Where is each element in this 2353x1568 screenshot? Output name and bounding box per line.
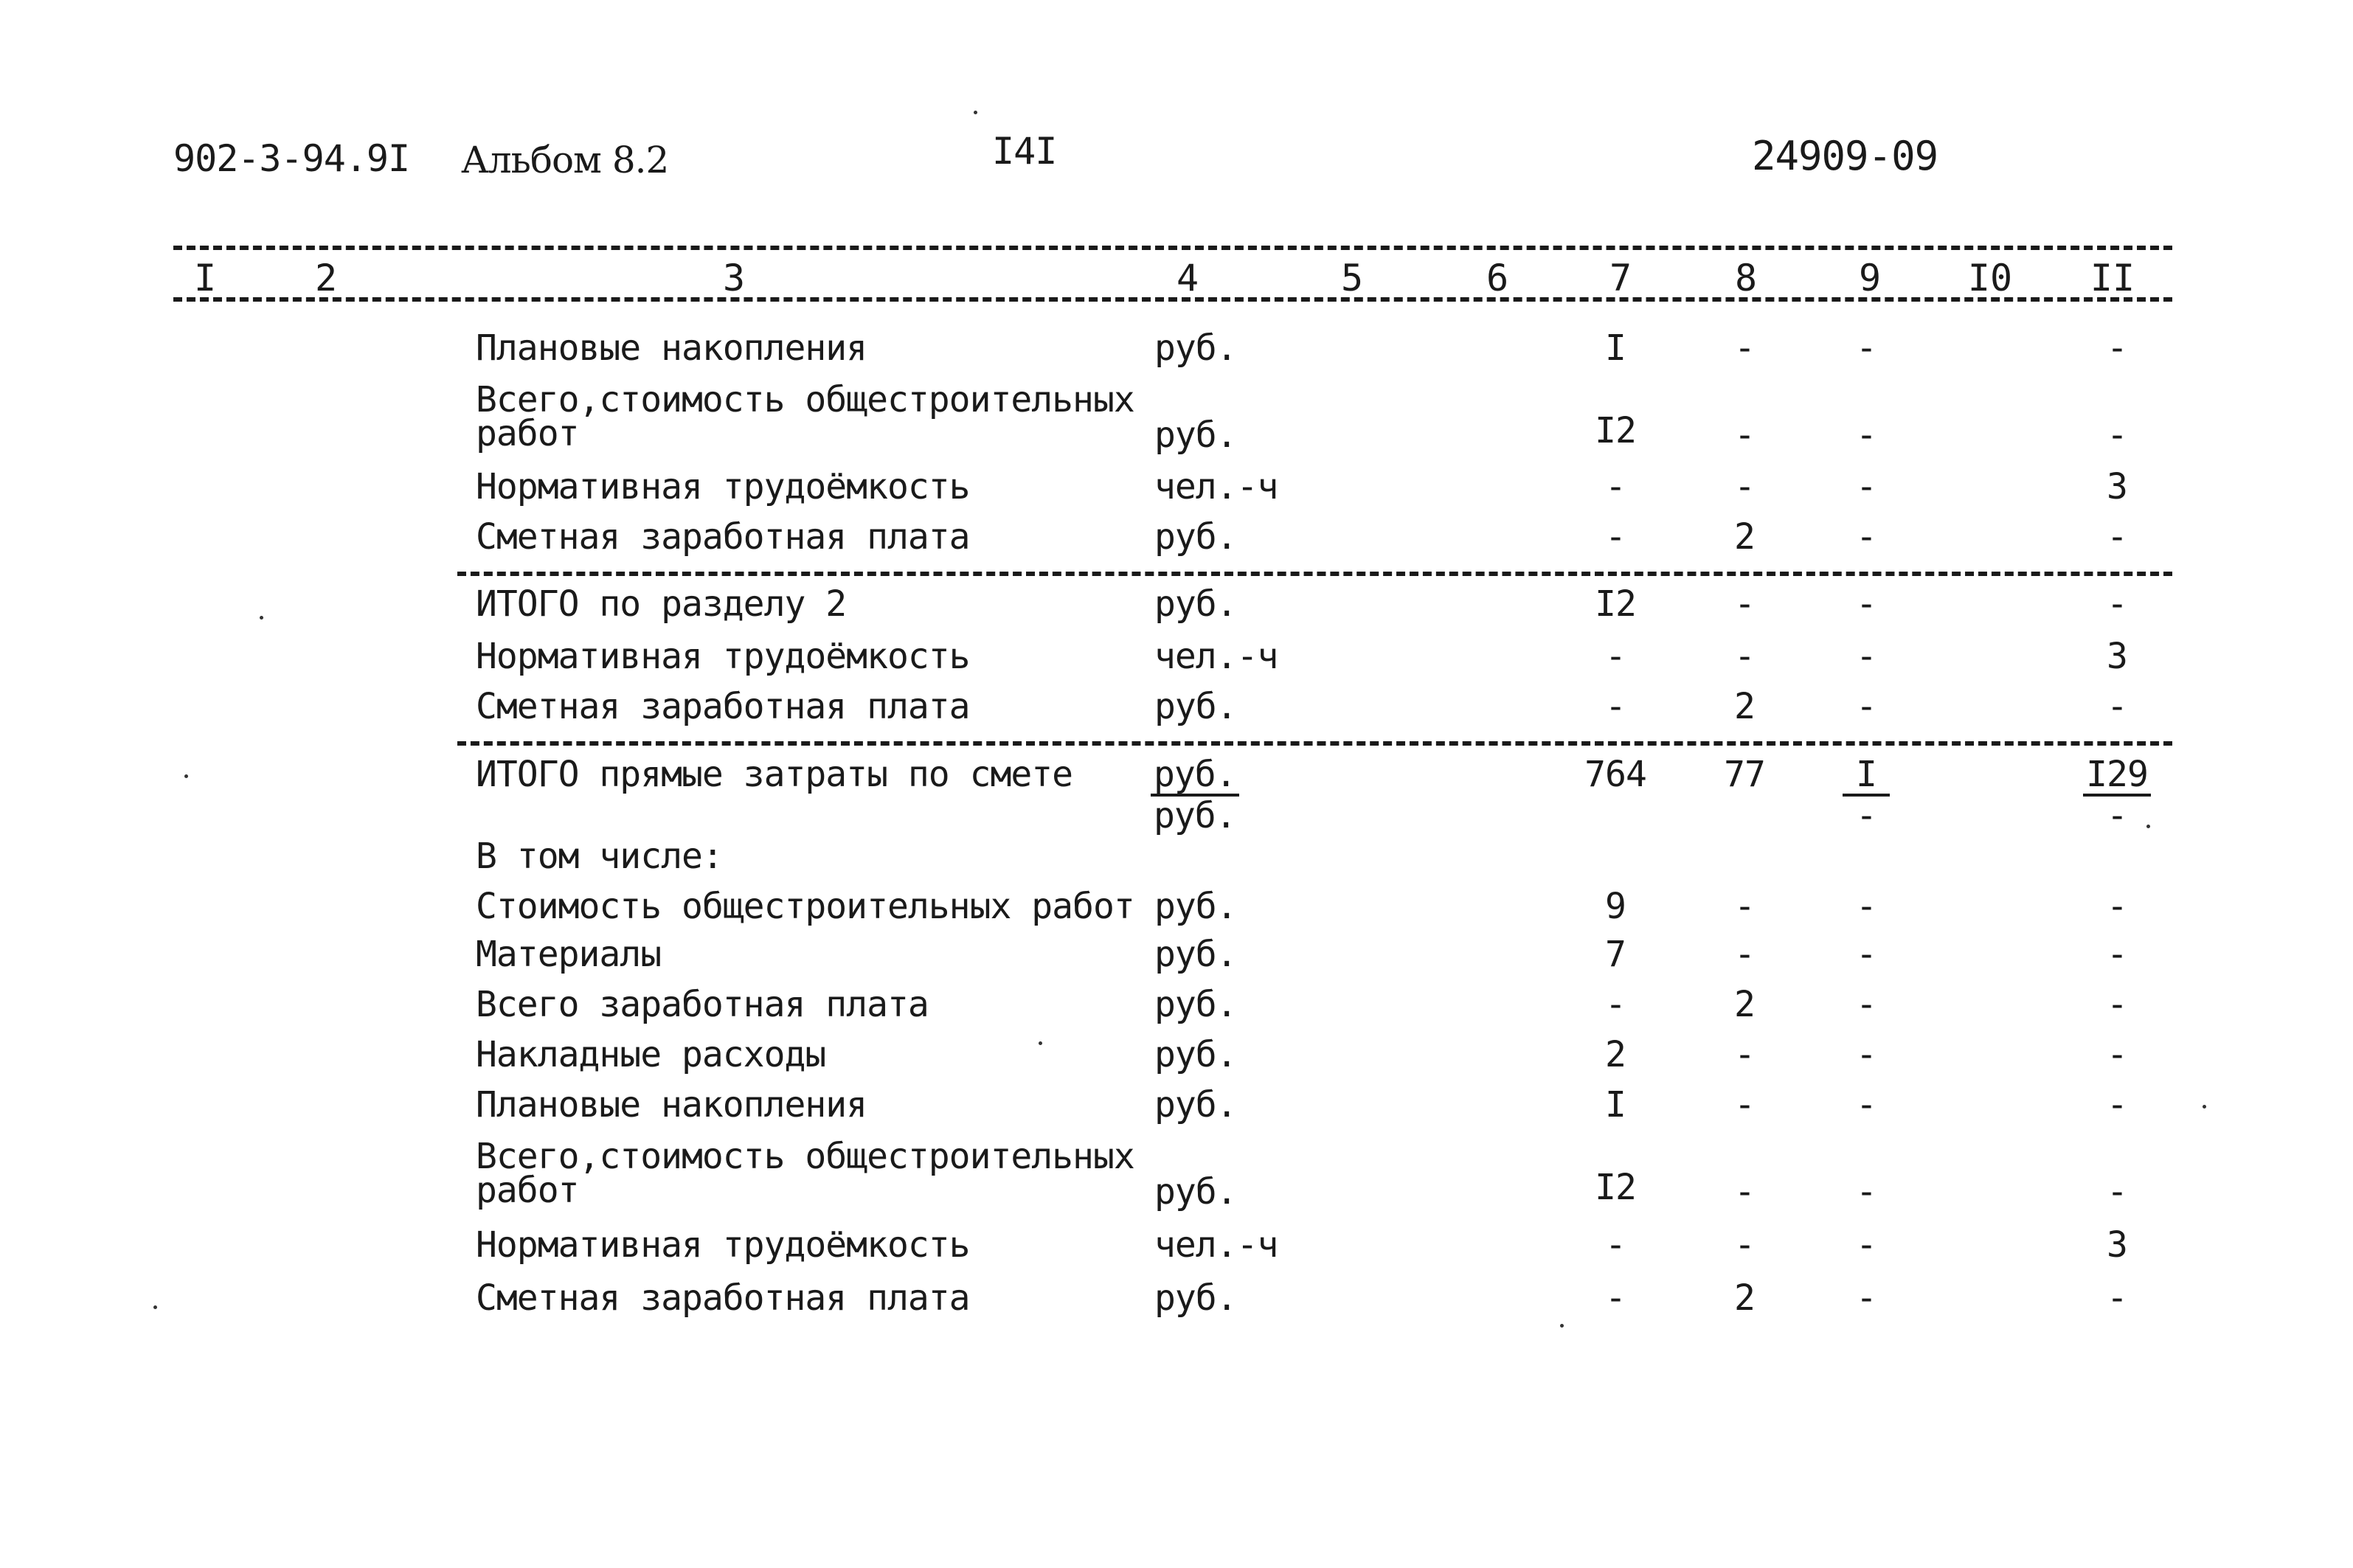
row-unit: руб. bbox=[1154, 327, 1237, 369]
row-col11: - bbox=[2107, 414, 2127, 456]
row-col9: - bbox=[1856, 466, 1876, 507]
inventory-number: 24909-09 bbox=[1752, 133, 1938, 179]
row-col9: - bbox=[1856, 1084, 1876, 1125]
row-col11: - bbox=[2107, 516, 2127, 558]
row-col7: - bbox=[1605, 516, 1626, 558]
row-col8: - bbox=[1734, 1224, 1755, 1266]
column-number-4: 4 bbox=[1176, 257, 1199, 299]
row-col7: I2 bbox=[1595, 410, 1636, 451]
row-unit: руб. bbox=[1154, 1277, 1237, 1319]
column-number-5: 5 bbox=[1340, 257, 1364, 299]
row-col8: 2 bbox=[1734, 516, 1755, 558]
row-col11-fraction bbox=[2080, 754, 2154, 836]
row-label-line2: работ bbox=[476, 413, 579, 454]
scan-speck bbox=[2203, 1105, 2206, 1109]
scan-speck bbox=[1039, 1041, 1042, 1045]
row-col8: 2 bbox=[1734, 1277, 1755, 1319]
row-col9: - bbox=[1856, 1034, 1876, 1075]
row-col9: - bbox=[1856, 327, 1876, 369]
row-col7: 764 bbox=[1584, 754, 1646, 795]
row-label: Стоимость общестроительных работ bbox=[476, 886, 1134, 927]
column-number-10: I0 bbox=[1967, 257, 2013, 299]
row-unit: руб. bbox=[1154, 1034, 1237, 1075]
scan-speck bbox=[153, 1305, 157, 1309]
row-col9-top: I bbox=[1843, 757, 1890, 797]
row-unit: чел.-ч bbox=[1154, 636, 1278, 677]
row-label: Плановые накопления bbox=[476, 1084, 867, 1125]
row-label: Сметная заработная плата bbox=[476, 1277, 970, 1319]
row-col7: I2 bbox=[1595, 583, 1636, 625]
scan-speck bbox=[974, 111, 977, 114]
row-label-line1: Всего,стоимость общестроительных bbox=[476, 379, 1134, 420]
row-col11: - bbox=[2107, 686, 2127, 727]
row-col11: - bbox=[2107, 1171, 2127, 1213]
page-number: I4I bbox=[992, 130, 1057, 173]
row-col9: - bbox=[1856, 1171, 1876, 1213]
row-col8: - bbox=[1734, 1171, 1755, 1213]
row-unit: чел.-ч bbox=[1154, 466, 1278, 507]
row-col8: - bbox=[1734, 1034, 1755, 1075]
row-col7: 2 bbox=[1605, 1034, 1626, 1075]
row-unit: руб. bbox=[1154, 1084, 1237, 1125]
row-col9: - bbox=[1856, 1277, 1876, 1319]
scan-speck bbox=[1560, 1324, 1564, 1328]
row-col11: 3 bbox=[2107, 466, 2127, 507]
row-label: ИТОГО прямые затраты по смете bbox=[476, 754, 1073, 795]
row-col8: - bbox=[1734, 327, 1755, 369]
row-col8: - bbox=[1734, 934, 1755, 975]
column-number-7: 7 bbox=[1609, 257, 1632, 299]
row-col8: - bbox=[1734, 886, 1755, 927]
row-label: Накладные расходы bbox=[476, 1034, 826, 1075]
row-col9-bottom: - bbox=[1856, 795, 1876, 836]
row-col9: - bbox=[1856, 934, 1876, 975]
row-unit: руб. bbox=[1154, 1171, 1237, 1213]
row-col11: - bbox=[2107, 1277, 2127, 1319]
row-col9: - bbox=[1856, 984, 1876, 1025]
row-col8: 2 bbox=[1734, 984, 1755, 1025]
column-number-2: 2 bbox=[314, 257, 338, 299]
row-col11: - bbox=[2107, 1084, 2127, 1125]
row-col9: - bbox=[1856, 1224, 1876, 1266]
row-label: Нормативная трудоёмкость bbox=[476, 1224, 970, 1266]
row-col8: 2 bbox=[1734, 686, 1755, 727]
row-label: Материалы bbox=[476, 934, 662, 975]
row-unit: руб. bbox=[1154, 414, 1237, 456]
row-col11: - bbox=[2107, 1034, 2127, 1075]
row-col9: - bbox=[1856, 414, 1876, 456]
column-number-8: 8 bbox=[1734, 257, 1758, 299]
row-col7: - bbox=[1605, 686, 1626, 727]
section-divider bbox=[457, 741, 2172, 746]
row-unit-top: руб. bbox=[1151, 757, 1239, 797]
album-label: Альбом 8.2 bbox=[461, 139, 669, 181]
row-col7: I bbox=[1605, 327, 1626, 369]
row-col9-fraction bbox=[1829, 754, 1903, 836]
section-divider bbox=[457, 572, 2172, 576]
row-col7: - bbox=[1605, 1277, 1626, 1319]
row-unit: руб. bbox=[1154, 516, 1237, 558]
row-col8: - bbox=[1734, 1084, 1755, 1125]
scan-speck bbox=[260, 616, 263, 620]
header-top-rule bbox=[173, 246, 2172, 250]
row-label: Нормативная трудоёмкость bbox=[476, 636, 970, 677]
row-col11: - bbox=[2107, 934, 2127, 975]
row-label: Сметная заработная плата bbox=[476, 686, 970, 727]
row-col7: 7 bbox=[1605, 934, 1626, 975]
row-col8: - bbox=[1734, 414, 1755, 456]
row-col7: - bbox=[1605, 636, 1626, 677]
row-col9: - bbox=[1856, 516, 1876, 558]
row-col9: - bbox=[1856, 686, 1876, 727]
row-col8: - bbox=[1734, 636, 1755, 677]
row-unit: руб. bbox=[1154, 886, 1237, 927]
row-col7: 9 bbox=[1605, 886, 1626, 927]
column-number-11: II bbox=[2090, 257, 2135, 299]
header-bottom-rule bbox=[173, 297, 2172, 302]
column-number-9: 9 bbox=[1858, 257, 1882, 299]
row-col9: - bbox=[1856, 636, 1876, 677]
row-label: В том числе: bbox=[476, 836, 723, 877]
row-unit: руб. bbox=[1154, 934, 1237, 975]
row-label: Всего заработная плата bbox=[476, 984, 929, 1025]
column-number-6: 6 bbox=[1486, 257, 1509, 299]
row-unit-fraction bbox=[1151, 754, 1239, 836]
row-col7: I2 bbox=[1595, 1167, 1636, 1208]
row-label: Нормативная трудоёмкость bbox=[476, 466, 970, 507]
row-label-line1: Всего,стоимость общестроительных bbox=[476, 1136, 1134, 1177]
row-col9: - bbox=[1856, 583, 1876, 625]
row-label: ИТОГО по разделу 2 bbox=[476, 583, 847, 625]
row-col11: 3 bbox=[2107, 636, 2127, 677]
row-col11: - bbox=[2107, 583, 2127, 625]
row-unit: руб. bbox=[1154, 583, 1237, 625]
row-label: Плановые накопления bbox=[476, 327, 867, 369]
row-label: Сметная заработная плата bbox=[476, 516, 970, 558]
row-col7: - bbox=[1605, 984, 1626, 1025]
row-unit: руб. bbox=[1154, 984, 1237, 1025]
row-col9: - bbox=[1856, 886, 1876, 927]
row-col11: - bbox=[2107, 984, 2127, 1025]
column-number-1: I bbox=[193, 257, 217, 299]
row-col11: - bbox=[2107, 327, 2127, 369]
row-col8: - bbox=[1734, 466, 1755, 507]
row-col7: - bbox=[1605, 1224, 1626, 1266]
doc-code: 902-3-94.9I bbox=[173, 137, 410, 180]
row-label-line2: работ bbox=[476, 1170, 579, 1211]
row-col11-top: I29 bbox=[2083, 757, 2151, 797]
scan-speck bbox=[2146, 825, 2150, 828]
row-col11: 3 bbox=[2107, 1224, 2127, 1266]
row-col11: - bbox=[2107, 886, 2127, 927]
row-unit-bottom: руб. bbox=[1154, 795, 1236, 836]
row-col7: - bbox=[1605, 466, 1626, 507]
row-col8: - bbox=[1734, 583, 1755, 625]
row-col11-bottom: - bbox=[2107, 795, 2127, 836]
row-unit: чел.-ч bbox=[1154, 1224, 1278, 1266]
scan-speck bbox=[184, 774, 188, 778]
row-col8: 77 bbox=[1724, 754, 1765, 795]
row-unit: руб. bbox=[1154, 686, 1237, 727]
column-number-3: 3 bbox=[722, 257, 746, 299]
row-col7: I bbox=[1605, 1084, 1626, 1125]
